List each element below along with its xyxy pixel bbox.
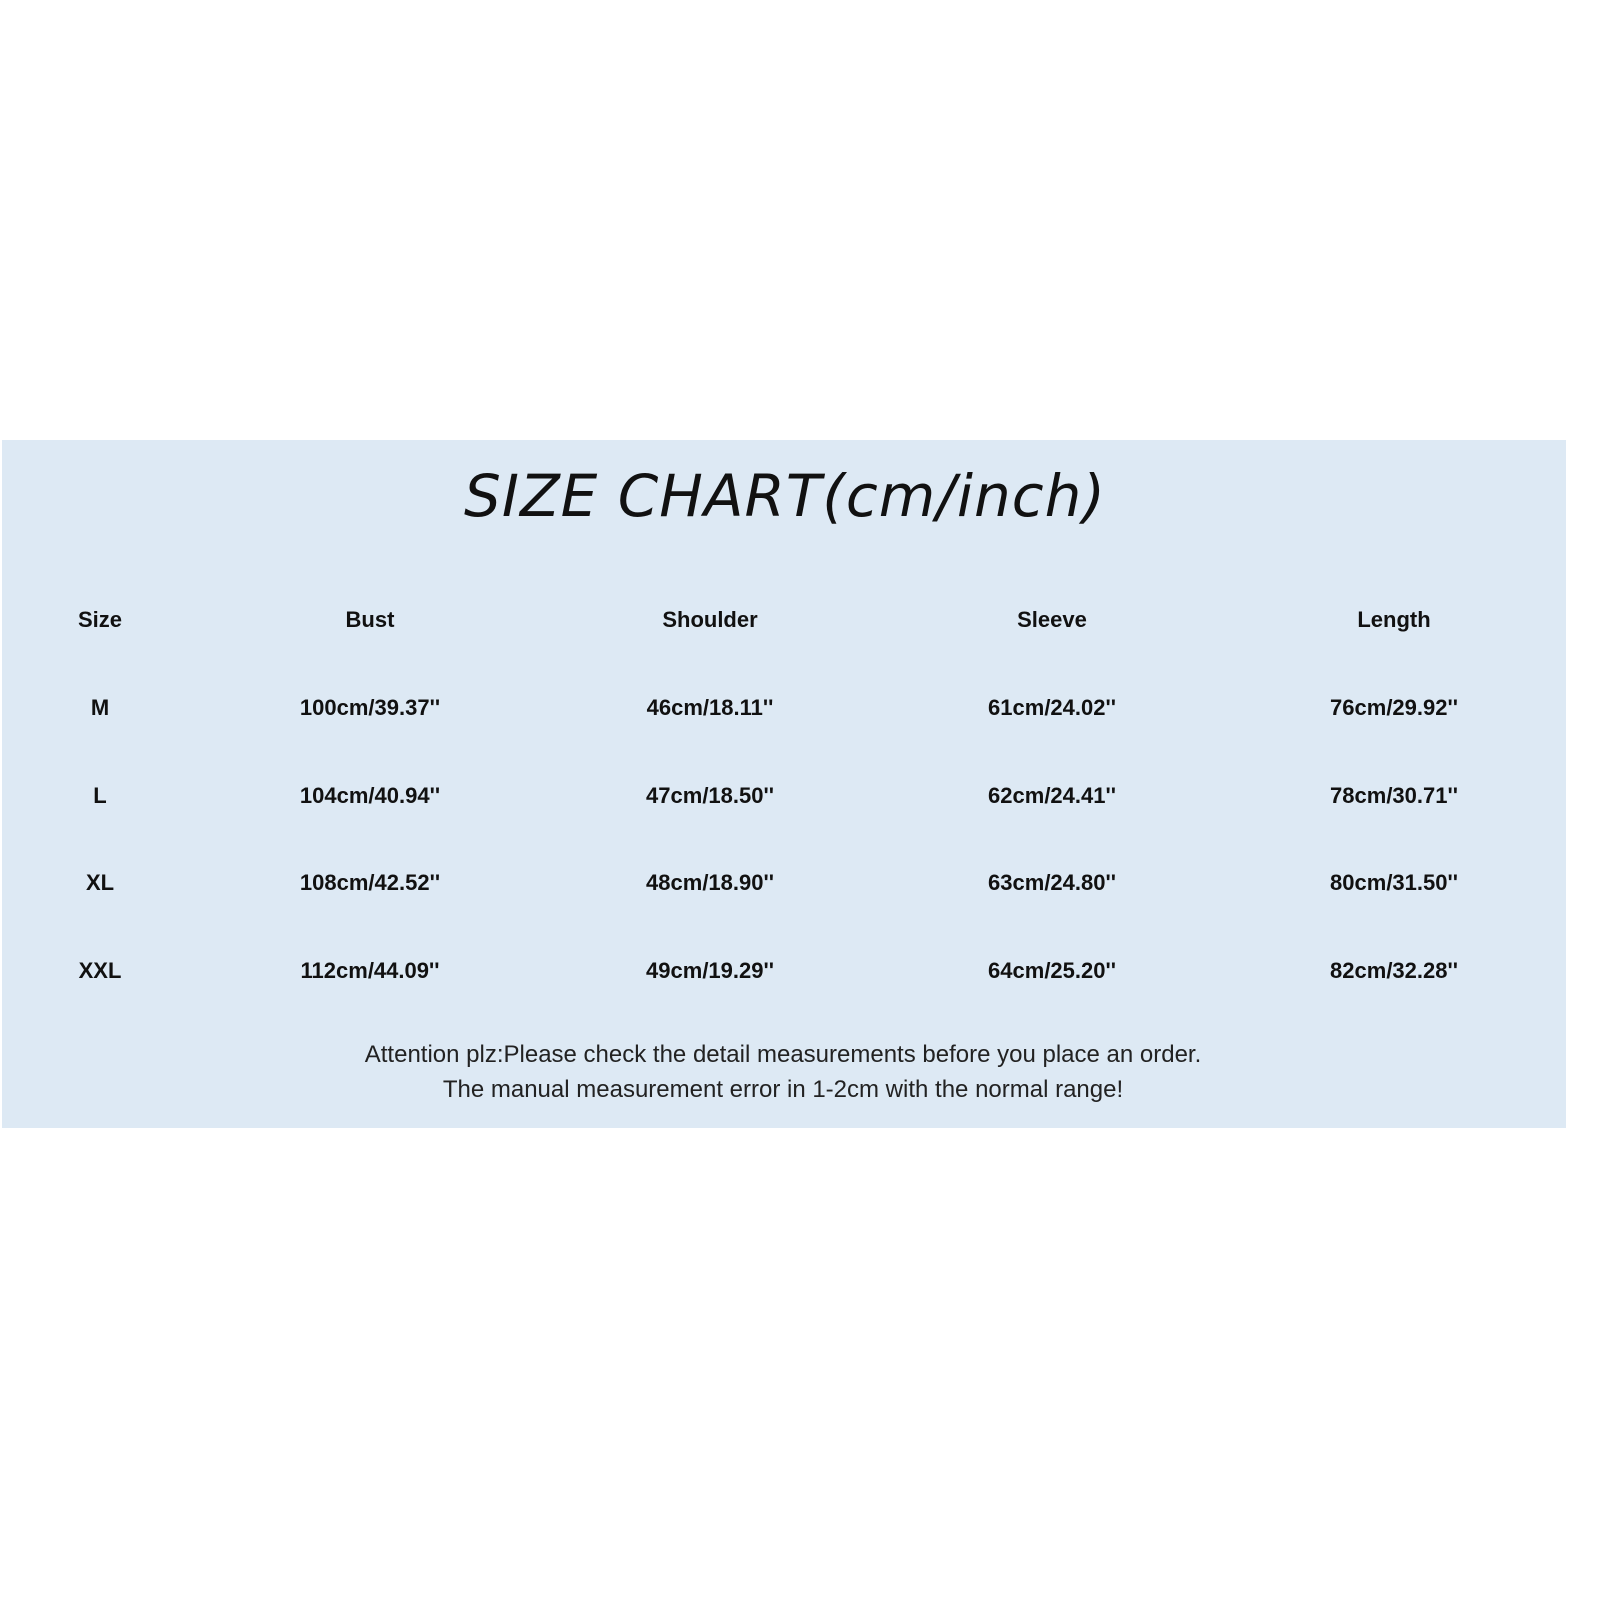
table-cell: 48cm/18.90'': [646, 870, 774, 895]
column-header-size: Size: [77, 607, 123, 632]
table-cell: 64cm/25.20'': [988, 958, 1116, 983]
table-cell: XL: [85, 870, 115, 895]
table-cell: L: [93, 783, 107, 808]
table-cell: 82cm/32.28'': [1330, 958, 1458, 983]
table-cell: 61cm/24.02'': [988, 695, 1116, 720]
table-cell: 80cm/31.50'': [1330, 870, 1458, 895]
table-cell: 100cm/39.37'': [299, 695, 441, 720]
chart-title: SIZE CHART(cm/inch): [464, 462, 1106, 530]
attention-note: Attention plz:Please check the detail measurements before you place an order.: [364, 1041, 1202, 1068]
column-header-shoulder: Shoulder: [662, 607, 758, 632]
measurement-error-note: The manual measurement error in 1-2cm with the normal range!: [442, 1076, 1124, 1103]
table-cell: 46cm/18.11'': [646, 695, 774, 720]
table-cell: 104cm/40.94'': [299, 783, 441, 808]
table-cell: 62cm/24.41'': [988, 783, 1116, 808]
column-header-sleeve: Sleeve: [1017, 607, 1087, 632]
table-cell: 76cm/29.92'': [1330, 695, 1458, 720]
table-cell: 78cm/30.71'': [1330, 783, 1458, 808]
table-cell: 108cm/42.52'': [299, 870, 441, 895]
column-header-bust: Bust: [345, 607, 395, 632]
table-cell: 49cm/19.29'': [646, 958, 774, 983]
table-cell: 47cm/18.50'': [646, 783, 774, 808]
table-cell: 112cm/44.09'': [300, 958, 440, 983]
table-cell: M: [90, 695, 110, 720]
table-cell: XXL: [78, 958, 122, 983]
table-cell: 63cm/24.80'': [988, 870, 1116, 895]
column-header-length: Length: [1357, 607, 1431, 632]
